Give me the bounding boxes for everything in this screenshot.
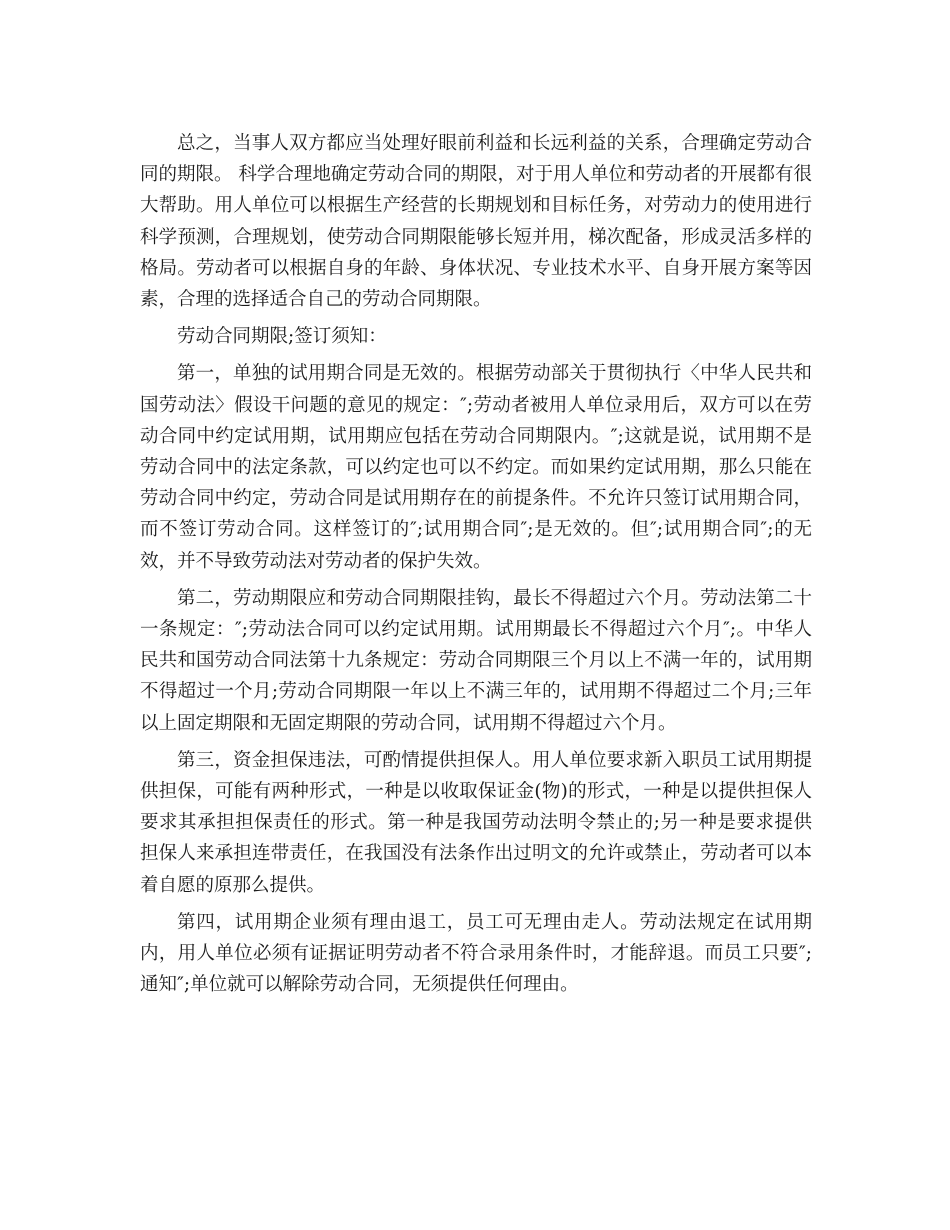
paragraph-point-three: 第三，资金担保违法，可酌情提供担保人。用人单位要求新入职员工试用期提供担保，可能有两种形式，一种是以收取保证金(物)的形式，一种是以提供担保人要求其承担担保责任的形式。第一种是我国劳动法明令禁止的;另一种是要求提供担保人来承担连带责任，在我国没有法条作出过明文的允许或禁止，劳动者可以本着自愿的原那么提供。 [140,749,812,896]
paragraph-term-summary: 总之，当事人双方都应当处理好眼前利益和长远利益的关系，合理确定劳动合同的期限。 科学合理地确定劳动合同的期限，对于用人单位和劳动者的开展都有很大帮助。用人单位可以根据生产经营的长期规划和目标任务，对劳动力的使用进行科学预测，合理规划，使劳动合同期限能够长短并用，梯次配备，形成灵活多样的格局。劳动者可以根据自身的年龄、身体状况、专业技术水平、自身开展方案等因素，合理的选择适合自己的劳动合同期限。 [140,133,812,311]
paragraph-point-four: 第四，试用期企业须有理由退工，员工可无理由走人。劳动法规定在试用期内，用人单位必须有证据证明劳动者不符合录用条件时，才能辞退。而员工只要″;通知″;单位就可以解除劳动合同，无须提供任何理由。 [140,911,812,996]
paragraph-signing-notes-heading: 劳动合同期限;签订须知： [177,326,387,348]
paragraph-point-two: 第二，劳动期限应和劳动合同期限挂钩，最长不得超过六个月。劳动法第二十一条规定：″;劳动法合同可以约定试用期。试用期最长不得超过六个月″;。中华人民共和国劳动合同法第十九条规定：劳动合同期限三个月以上不满一年的，试用期不得超过一个月;劳动合同期限一年以上不满三年的，试用期不得超过二个月;三年以上固定期限和无固定期限的劳动合同，试用期不得超过六个月。 [140,587,812,734]
paragraph-point-one: 第一，单独的试用期合同是无效的。根据劳动部关于贯彻执行〈中华人民共和国劳动法〉假设干问题的意见的规定：″;劳动者被用人单位录用后，双方可以在劳动合同中约定试用期，试用期应包括在劳动合同期限内。″;这就是说，试用期不是劳动合同中的法定条款，可以约定也可以不约定。而如果约定试用期，那么只能在劳动合同中约定，劳动合同是试用期存在的前提条件。不允许只签订试用期合同，而不签订劳动合同。这样签订的″;试用期合同″;是无效的。但″;试用期合同″;的无效，并不导致劳动法对劳动者的保护失效。 [140,363,812,572]
document-page [140,128,812,1006]
